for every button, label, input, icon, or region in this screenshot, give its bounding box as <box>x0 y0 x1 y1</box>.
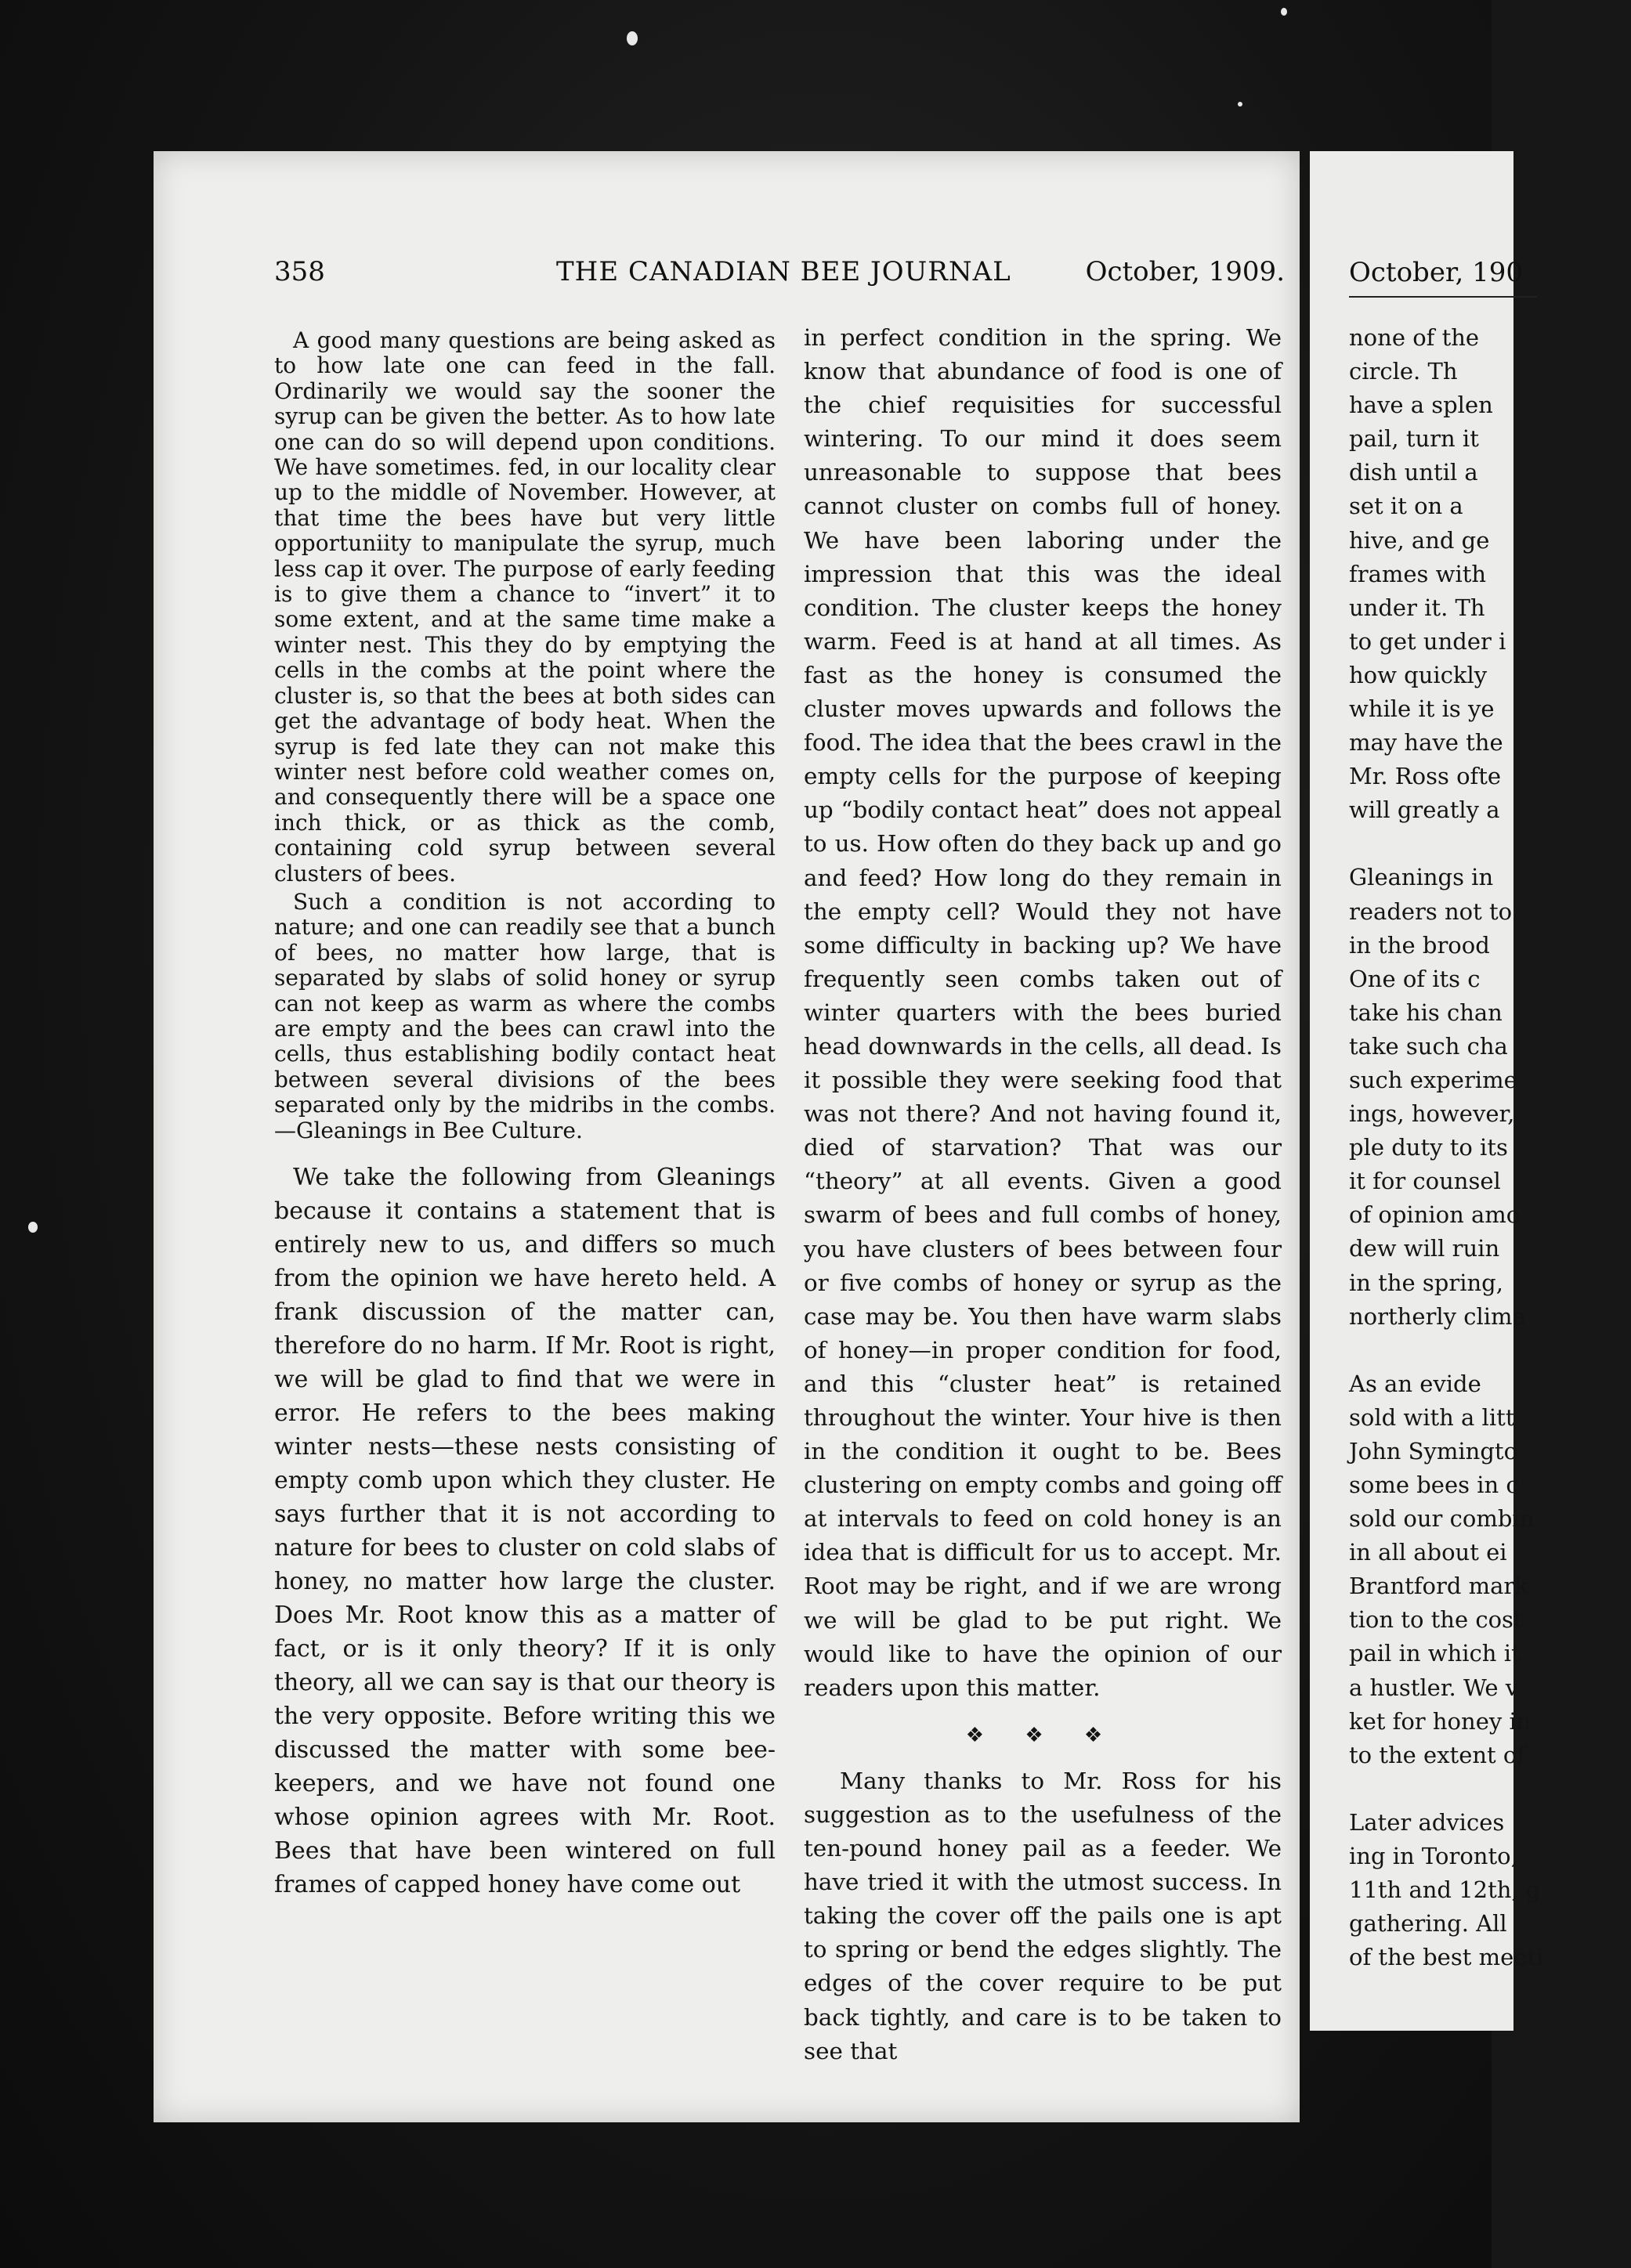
dust-speck <box>1238 102 1242 107</box>
fragment-line: circle. Th <box>1349 358 1458 385</box>
fragment-line: frames with <box>1349 560 1487 587</box>
fragment-line: in the brood <box>1349 931 1490 959</box>
paragraph: Many thanks to Mr. Ross for his suggestion as to the usefulness of the ten-pound honey pail as a feeder. We have tried it with the utmost success. In taking the cover off the pails one is apt to spring or bend the edges slightly. The edges of the cover require to be put back tightly, and care is to be taken to see that <box>804 1767 1282 2064</box>
header-rule <box>1349 296 1537 298</box>
paragraph: in perfect condition in the spring. We know that abundance of food is one of the chief requisities for successful wintering. To our mind it does seem unreasonable to suppose that bees cannot cluster on combs full of honey. We have been laboring under the impression that this was the ideal condition. The cluster keeps the honey warm. Feed is at hand at all times. As fast as the honey is consumed the cluster moves upwards and follows the food. The idea that the bees crawl in the empty cells for the purpose of keeping up “bodily contact heat” does not appeal to us. How often do they back up and go and feed? How long do they remain in the empty cell? Would they not have some difficulty in backing up? We have frequently seen combs taken out of winter quarters with the bees buried head downwards in the cells, all dead. Is it possible they were seeking food that was not there? And not having found it, died of starvation? That was our “theory” at all events. Given a good swarm of bees and full combs of honey, you have clusters of bees between four or five combs of honey or syrup as the case may be. You then have warm slabs of honey—in proper condition for food, and this “cluster heat” is retained throughout the winter. Your hive is then in the condition it ought to be. Bees clustering on empty combs and going off at intervals to feed on cold honey is an idea that is difficult for us to accept. Mr. Root may be right, and if we are wrong we will be glad to be put right. We would like to have the opinion of our readers upon this matter. <box>804 324 1282 1701</box>
fragment-line: under it. Th <box>1349 594 1485 621</box>
fragment-line: while it is ye <box>1349 695 1495 723</box>
small-print-block <box>274 328 776 1143</box>
fragment-line: dish until a <box>1349 459 1478 486</box>
fragment-line: set it on a <box>1349 493 1463 520</box>
page-header-fragment: October, 190 <box>1349 257 1523 288</box>
fragment-block <box>1349 861 1631 1333</box>
paragraph: We take the following from Gleanings because it contains a statement that is entirely new to us, and differs so much from the opinion we have hereto held. A frank discussion of the matter can, therefore do no harm. If Mr. Root is right, we will be glad to find that we were in error. He refers to the bees making winter nests—these nests consisting of empty comb upon which they cluster. He says further that it is not according to nature for bees to cluster on cold slabs of honey, no matter how large the cluster. Does Mr. Root know this as a matter of fact, or is it only theory? If it is only theory, all we can say is that our theory is the very opposite. Before writing this we discussed the matter with some bee-keepers, and we have not found one whose opinion agrees with Mr. Root. Bees that have been wintered on full frames of capped honey have come out <box>274 1164 776 1898</box>
fragment-line: dew will ruin <box>1349 1235 1500 1262</box>
fragment-line: take such cha <box>1349 1032 1508 1060</box>
column-right-fragment <box>1349 321 1631 1974</box>
fragment-line: hive, and ge <box>1349 526 1490 554</box>
fragment-line: it for counsel <box>1349 1168 1501 1195</box>
column-middle <box>804 321 1282 2068</box>
fragment-line: have a splen <box>1349 392 1493 419</box>
fragment-block <box>1349 1806 1631 1974</box>
fragment-line: ings, however, <box>1349 1100 1515 1128</box>
page-header <box>274 256 1285 295</box>
fragment-line: pail, turn it <box>1349 425 1479 453</box>
fragment-block <box>1349 321 1631 827</box>
section-separator: ❖ ❖ ❖ <box>965 1723 1120 1747</box>
fragment-line: a hustler. We v <box>1349 1674 1519 1701</box>
dust-speck <box>28 1222 38 1233</box>
paragraph: A good many questions are being asked as to how late one can feed in the fall. Ordinarily we would say the sooner the syrup can be given the better. As to how late one can do so will depend upon conditions. We have sometimes. fed, in our locality clear up to the middle of November. However, at that time the bees have but very little opportuniity to manipulate the syrup, much less cap it over. The purpose of early feeding is to give them a chance to “invert” it to some extent, and at the same time make a winter nest. This they do by emptying the cells in the combs at the point where the cluster is, so that the bees at both sides can get the advantage of body heat. When the syrup is fed late they can not make this winter nest before cold weather comes on, and consequently there will be a space one inch thick, or as thick as the comb, containing cold syrup between several clusters of bees. <box>274 327 776 887</box>
fragment-line: ket for honey in <box>1349 1707 1532 1735</box>
fragment-line: may have the <box>1349 729 1503 757</box>
fragment-line: sold with a litt <box>1349 1403 1515 1431</box>
dust-speck <box>627 31 638 45</box>
fragment-line: how quickly <box>1349 661 1488 688</box>
fragment-line: of the best meeti <box>1349 1944 1544 1971</box>
fragment-line: One of its c <box>1349 965 1481 992</box>
fragment-line: will greatly a <box>1349 796 1500 824</box>
issue-date: October, 1909. <box>1085 256 1285 287</box>
book-page-right-edge <box>1310 151 1544 2031</box>
fragment-line: pail in which it <box>1349 1640 1521 1667</box>
paragraph: Such a condition is not according to nature; and one can readily see that a bunch of bees, no matter how large, that is separated by slabs of solid honey or syrup can not keep as warm as where the combs are empty and the bees can crawl into the cells, thus establishing bodily contact heat between several divisions of the bees separated only by the midribs in the combs.—Gleanings in Bee Culture. <box>274 888 776 1143</box>
large-print-block <box>274 1161 776 1901</box>
fragment-line: sold our combin <box>1349 1505 1535 1533</box>
fragment-line: northerly clima <box>1349 1302 1526 1330</box>
fragment-line: Mr. Ross ofte <box>1349 763 1502 790</box>
fragment-line: none of the <box>1349 324 1480 351</box>
fragment-line: As an evide <box>1349 1370 1481 1397</box>
fragment-line: ing in Toronto, <box>1349 1842 1518 1869</box>
column-left <box>274 328 776 1901</box>
fragment-line: in all about ei <box>1349 1539 1507 1566</box>
page-number: 358 <box>274 256 325 287</box>
fragment-line: John Symingto <box>1349 1437 1518 1464</box>
fragment-line: ple duty to its <box>1349 1134 1508 1161</box>
fragment-line: Gleanings in <box>1349 864 1494 891</box>
fragment-line: gathering. All <box>1349 1910 1507 1938</box>
fragment-line: in the spring, <box>1349 1269 1503 1296</box>
book-page-left <box>154 151 1300 2122</box>
fragment-line: to get under i <box>1349 627 1506 655</box>
fragment-line: 11th and 12th, g <box>1349 1876 1541 1904</box>
fragment-line: take his chan <box>1349 999 1503 1026</box>
dust-speck <box>1281 8 1287 16</box>
fragment-block <box>1349 1367 1631 1772</box>
fragment-line: tion to the cost <box>1349 1606 1523 1634</box>
fragment-line: of opinion amo <box>1349 1201 1521 1229</box>
fragment-line: Later advices <box>1349 1808 1505 1836</box>
fragment-line: readers not to <box>1349 897 1513 925</box>
fragment-line: some bees in c <box>1349 1472 1519 1498</box>
fragment-line: Brantford mark <box>1349 1573 1528 1600</box>
fragment-line: to the extent of <box>1349 1741 1526 1768</box>
journal-title: THE CANADIAN BEE JOURNAL <box>556 256 1011 287</box>
fragment-line: such experime <box>1349 1066 1517 1093</box>
